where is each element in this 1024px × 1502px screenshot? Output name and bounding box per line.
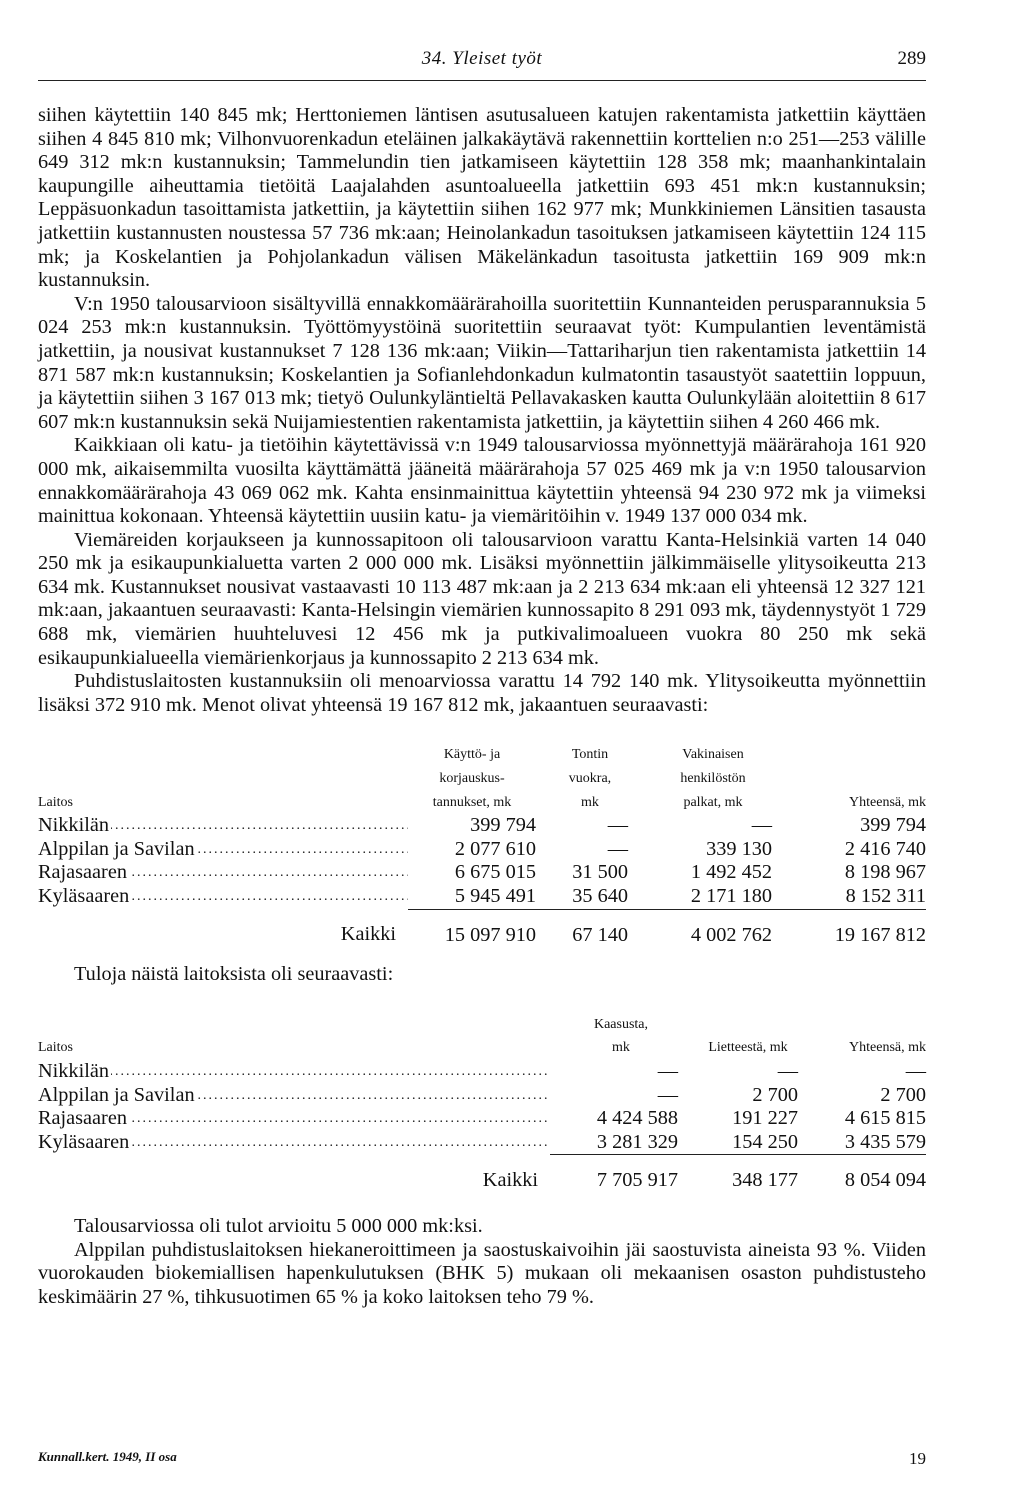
paragraph: Kaikkiaan oli katu- ja tietöihin käytettävissä v:n 1949 talousarviossa myönnettyjä määrärahoja 161 920 000 mk, aikaisemmilta vuosilta käyttämättä jääneitä määrärahoja 57 025 469 mk ja v:n 1950 talousarvion ennakkomäärärahoja 43 069 062 mk. Kahta ensinmainittua käytettiin yhteensä 94 230 972 mk ja viimeksi mainittua kokonaan. Yhteensä käytettiin uusiin katu- ja viemäritöihin v. 1949 137 000 034 mk. <box>38 434 926 528</box>
page-body <box>38 104 926 1309</box>
table-cell: 15 097 910 <box>408 909 536 947</box>
table-cell: — <box>751 814 772 837</box>
header-rule <box>38 80 926 81</box>
table-cell: 8 152 311 <box>845 885 926 907</box>
table-cell: 3 435 579 <box>844 1130 926 1153</box>
column-header: Yhteensä, mk <box>849 794 926 810</box>
total-label: Kaikki <box>340 923 396 946</box>
paragraph: Talousarviossa oli tulot arvioitu 5 000 000 mk:ksi. <box>74 1214 483 1237</box>
table-cell: 2 171 180 <box>690 885 772 907</box>
total-label: Kaikki <box>482 1169 538 1192</box>
table-row <box>38 814 926 838</box>
table-row <box>38 885 926 909</box>
paragraph: Tuloja näistä laitoksista oli seuraavasti: <box>74 963 394 986</box>
row-label: Rajasaaren ..... <box>38 861 408 885</box>
table-cell: — <box>657 1083 678 1106</box>
table-row <box>38 861 926 885</box>
table-cell: 19 167 812 <box>782 909 926 947</box>
table-cell: — <box>657 1059 678 1082</box>
paragraph: Alppilan puhdistuslaitoksen hiekaneroittimeen ja saostuskaivoihin jäi saostuvista aineista 93 %. Viiden vuorokauden biokemiallisen hapenkulutuksen (BHK 5) mukaan oli mekaanisen osaston puhdistusteho keskimäärin 27 %, tihkusuotimen 65 % ja koko laitoksen teho 79 %. <box>38 1238 926 1308</box>
table-cell: 67 140 <box>536 909 644 947</box>
table-cell: — <box>905 1059 926 1082</box>
section-title: 34. Yleiset työt <box>421 48 543 69</box>
table-cell: 35 640 <box>572 885 628 907</box>
paragraph: Viemäreiden korjaukseen ja kunnossapitoon oli talousarvioon varattu Kanta-Helsinkiä varten 14 040 250 mk ja esikaupunkialuetta varten 2 000 000 mk. Lisäksi myönnettiin jälkimmäiselle ylitysoikeutta 213 634 mk. Kustannukset nousivat vastaavasti 10 113 487 mk:aan ja 2 213 634 mk:aan eli yhteensä 12 327 121 mk:aan, jakaantuen seuraavasti: Kanta-Helsingin viemärien kunnossapito 8 291 093 mk, täydennystyöt 1 729 688 mk, viemärien huuhteluvesi 12 456 mk ja putkivalimoalueen vuokra 80 250 mk sekä esikaupunkialueella viemärienkorjaus ja kunnossapito 2 213 634 mk. <box>38 528 926 669</box>
table-total-row <box>38 909 926 947</box>
page-footer <box>38 1449 926 1473</box>
table-cell: 4 424 588 <box>596 1107 678 1130</box>
table-row <box>38 1131 926 1155</box>
expenses-table <box>38 743 926 947</box>
table-cell: 1 492 452 <box>690 861 772 884</box>
table-cell: 154 250 <box>732 1130 798 1153</box>
table-header-row <box>38 743 926 814</box>
column-header: Laitos <box>38 794 73 810</box>
row-label: Nikkilän ..... <box>38 1060 550 1084</box>
table-cell: 2 700 <box>752 1083 798 1106</box>
row-label: Kyläsaaren ..... <box>38 885 408 909</box>
page-header <box>38 48 926 78</box>
table-cell: 8 198 967 <box>844 861 926 884</box>
table-cell: 399 794 <box>860 814 926 837</box>
column-header: Tontin vuokra, mk <box>568 747 612 810</box>
source-note: Kunnall.kert. 1949, II osa <box>38 1449 177 1464</box>
table-cell: 5 945 491 <box>454 885 536 907</box>
table-cell: 399 794 <box>470 814 536 837</box>
row-label: Kyläsaaren ..... <box>38 1131 550 1155</box>
table-cell: 348 177 <box>678 1155 798 1193</box>
signature-number: 19 <box>909 1449 926 1468</box>
page-number: 289 <box>897 48 926 69</box>
table-cell: 339 130 <box>706 837 772 860</box>
table-cell: 4 002 762 <box>644 909 782 947</box>
table-cell: 31 500 <box>572 861 628 884</box>
table-cell: — <box>607 837 628 860</box>
table-cell: 7 705 917 <box>550 1155 678 1193</box>
row-label: Alppilan ja Savilan ..... <box>38 838 408 862</box>
table-cell: 3 281 329 <box>596 1130 678 1153</box>
column-header: Käyttö- ja korjauskus- tannukset, mk <box>432 747 512 810</box>
income-table <box>38 1013 926 1193</box>
column-header: Yhteensä, mk <box>849 1040 926 1056</box>
column-header: Lietteestä, mk <box>708 1040 788 1056</box>
column-header: Vakinaisen henkilöstön palkat, mk <box>680 747 746 810</box>
table-cell: 6 675 015 <box>454 861 536 884</box>
table-cell: — <box>777 1059 798 1082</box>
table-cell: 191 227 <box>732 1107 798 1130</box>
table-cell: 2 700 <box>880 1083 926 1106</box>
table-cell: 4 615 815 <box>844 1107 926 1130</box>
table-row <box>38 1084 926 1108</box>
paragraph: siihen käytettiin 140 845 mk; Herttoniemen läntisen asutusalueen katujen rakentamista jatkettiin käyttäen siihen 4 845 810 mk; Vilhonvuorenkadun eteläinen jalkakäytävä rakennettiin korttelien n:o 251—253 välille 649 312 mk:n kustannuksin; Tammelundin tien jatkamiseen käytettiin 128 358 mk; maanhankintalain kaupungille aiheuttamia tietöitä Laajalahden asuntoalueella jatkettiin 693 451 mk:n kustannuksin; Leppäsuonkadun tasoittamista jatkettiin, ja käytettiin siihen 162 977 mk; Munkkiniemen Länsitien tasausta jatkettiin kustannusten noustessa 57 736 mk:aan; Heinolankadun tasoituksen jatkamiseen käytettiin 124 115 mk; ja Koskelantien ja Pohjolankadun välisen Mäkelänkadun tasoitusta jatkettiin 169 909 mk:n kustannuksin. <box>38 104 926 292</box>
column-header: Laitos <box>38 1040 73 1056</box>
row-label: Rajasaaren ..... <box>38 1107 550 1131</box>
table-row <box>38 1107 926 1131</box>
paragraph: V:n 1950 talousarvioon sisältyvillä ennakkomäärärahoilla suoritettiin Kunnanteiden perusparannuksia 5 024 253 mk:n kustannuksin. Työttömyystöinä suoritettiin seuraavat työt: Kumpulantien leventämistä jatkettiin, ja nousivat kustannukset 7 128 136 mk:aan; Viikin—Tattariharjun tien rakentamista jatkettiin 14 871 587 mk:n kustannuksin; Koskelantien ja Sofianlehdonkadun kulmatontin tasaustyöt saatettiin loppuun, ja käytettiin siihen 3 167 013 mk; tietyö Oulunkyläntieltä Pellavakasken kautta Oulunkylään aloitettiin 8 617 607 mk:n kustannuksin sekä Nuijamiestentien rakentamista jatkettiin, ja käytettiin siihen 4 260 466 mk. <box>38 292 926 433</box>
column-header: Kaasusta, mk <box>593 1016 649 1056</box>
paragraph: Puhdistuslaitosten kustannuksiin oli menoarviossa varattu 14 792 140 mk. Ylitysoikeutta myönnettiin lisäksi 372 910 mk. Menot olivat yhteensä 19 167 812 mk, jakaantuen seuraavasti: <box>38 670 926 716</box>
table-header-row <box>38 1013 926 1060</box>
table-row <box>38 1060 926 1084</box>
table-row <box>38 838 926 862</box>
table-cell: 8 054 094 <box>798 1155 926 1193</box>
row-label: Nikkilän ..... <box>38 814 408 838</box>
table-cell: 2 077 610 <box>454 837 536 860</box>
table-cell: — <box>607 814 628 837</box>
table-total-row <box>38 1155 926 1193</box>
row-label: Alppilan ja Savilan ..... <box>38 1084 550 1108</box>
table-cell: 2 416 740 <box>844 837 926 860</box>
